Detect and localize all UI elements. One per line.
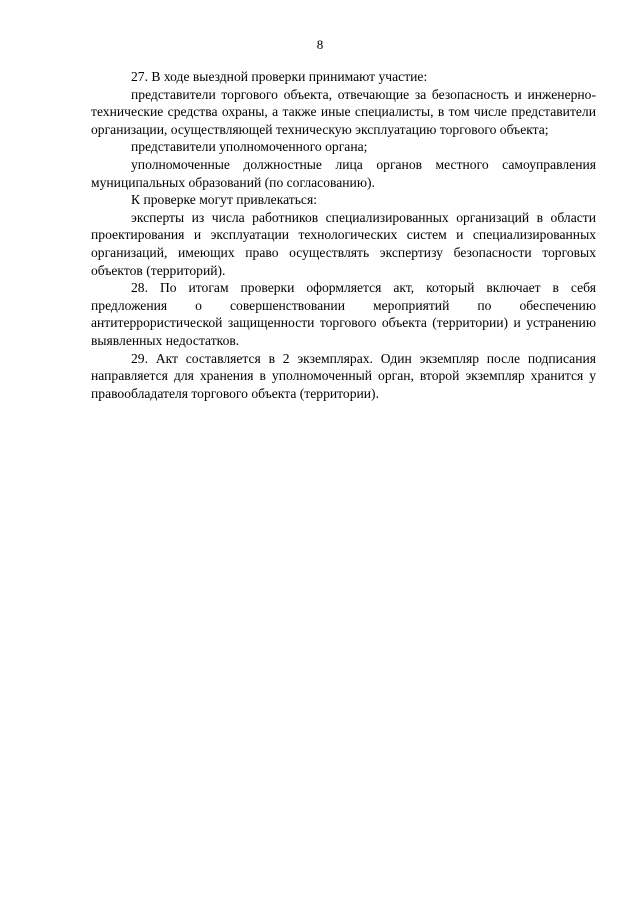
paragraph-item-29: 29. Акт составляется в 2 экземплярах. Один экземпляр после подписания направляется для хранения в уполномоченный орган, второй экземпляр хранится у правообладателя торгового объекта (территории). [91, 350, 596, 401]
page-number: 8 [316, 37, 324, 52]
paragraph-item-28: 28. По итогам проверки оформляется акт, который включает в себя предложения о совершенствовании мероприятий по обеспечению антитеррористической защищенности торгового объекта (территории) и устранению выявленных недостатков. [91, 280, 596, 348]
paragraph-local-officials: уполномоченные должностные лица органов местного самоуправления муниципальных образований (по согласованию). [91, 156, 596, 190]
paragraph-object-representatives: представители торгового объекта, отвечающие за безопасность и инженерно-технические средства охраны, а также иные специалисты, в том числе представители организации, осуществляющей техническую эксплуатацию торгового объекта; [91, 86, 596, 137]
paragraph-item-27-intro: 27. В ходе выездной проверки принимают участие: [131, 69, 428, 84]
paragraph-experts: эксперты из числа работников специализированных организаций в области проектирования и эксплуатации технологических систем и специализированных организаций, имеющих право осуществлять экспертизу безопасности торговых объектов (территорий). [91, 209, 596, 278]
paragraph-authorized-body-representatives: представители уполномоченного органа; [131, 139, 368, 155]
document-body [91, 68, 596, 402]
paragraph-may-involve: К проверке могут привлекаться: [131, 192, 317, 208]
